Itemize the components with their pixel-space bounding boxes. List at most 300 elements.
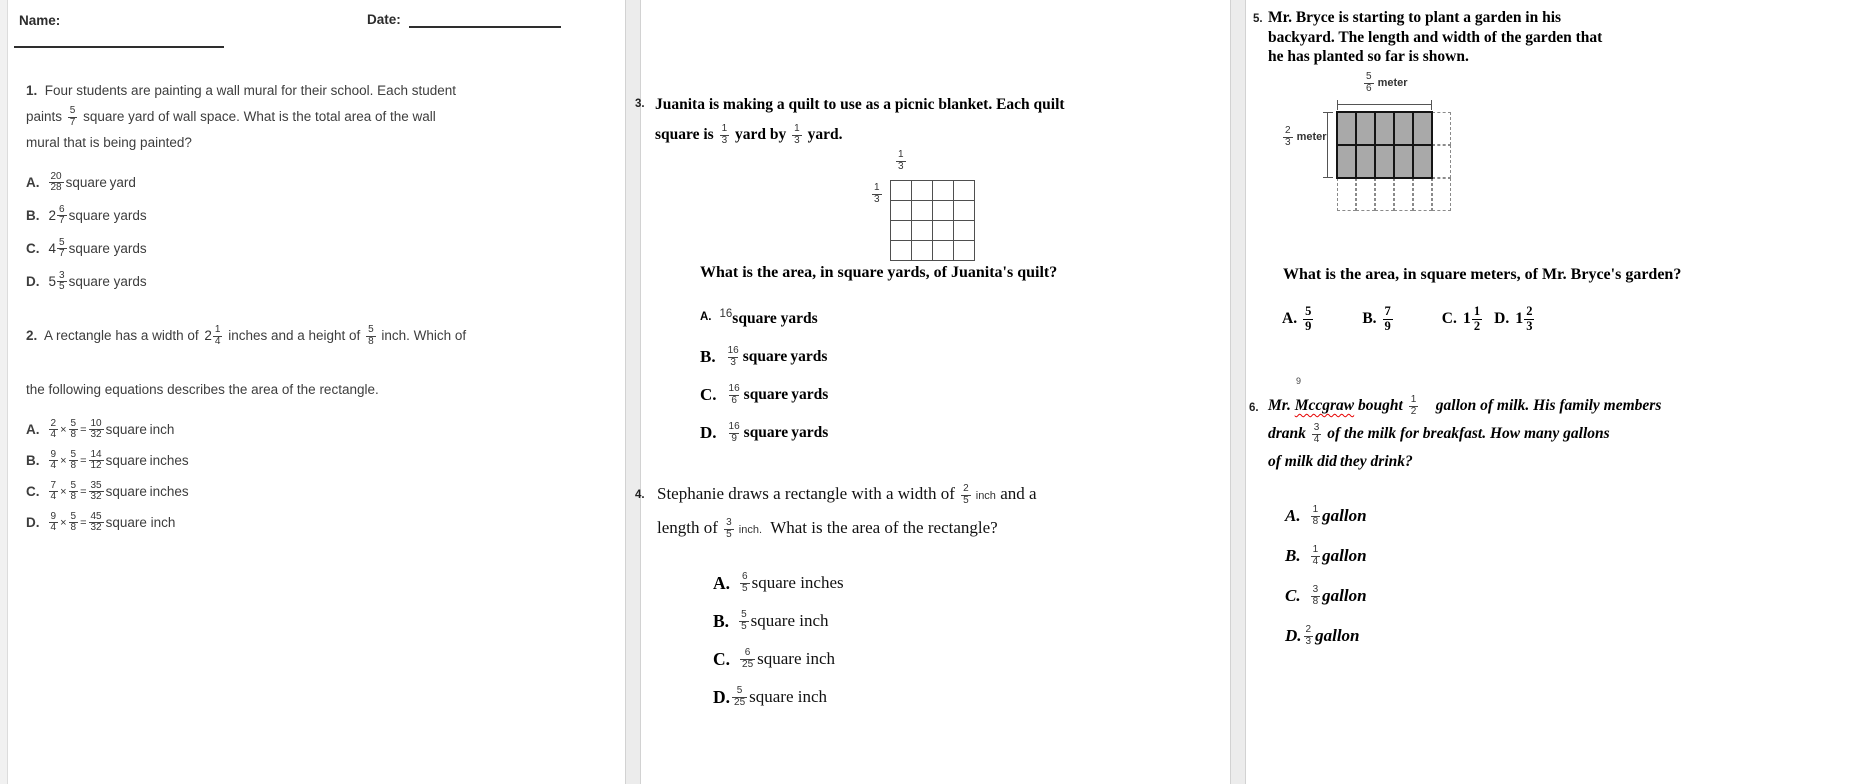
text-run: square inch	[105, 515, 176, 530]
fraction	[720, 124, 730, 146]
fraction-stack	[49, 419, 59, 441]
fraction: $\frac{5}{6}$	[1366, 71, 1372, 94]
option-letter: C.	[26, 241, 40, 256]
denominator: 32	[90, 429, 102, 440]
problem-5-prompt	[1268, 8, 1848, 67]
numerator: 16	[728, 421, 740, 432]
fraction	[1311, 545, 1321, 567]
answer-option	[1285, 496, 1367, 536]
fraction	[726, 346, 741, 368]
problem-4-prompt	[657, 478, 1217, 546]
fraction	[49, 419, 59, 441]
garden-unplanted-cell	[1432, 112, 1451, 145]
garden-planted-cell	[1356, 112, 1375, 145]
denominator: 4	[50, 522, 57, 533]
garden-diagram	[1245, 70, 1525, 220]
garden-planted-cell	[1394, 112, 1413, 145]
quilt-cell	[912, 221, 933, 241]
name-blank-line	[14, 46, 224, 48]
problem-5-question: What is the area, in square meters, of Mr. Bryce's garden?	[1283, 266, 1682, 283]
option-letter: A.	[700, 311, 712, 323]
answer-option	[1285, 576, 1367, 616]
option-letter: B.	[1285, 546, 1301, 565]
option-letter: B.	[26, 208, 40, 223]
text-line	[655, 120, 1215, 150]
option-text	[1301, 305, 1315, 332]
option-letter: D.	[1285, 626, 1302, 645]
quilt-cell	[933, 221, 954, 241]
text-run: 2.	[26, 328, 38, 343]
denominator: 4	[1312, 555, 1319, 567]
numerator: 14	[90, 448, 102, 460]
text-run: he has planted so far is shown.	[1268, 48, 1469, 65]
denominator: 3	[794, 134, 800, 146]
quilt-cell	[912, 241, 933, 261]
answer-option	[700, 414, 828, 452]
text-run: inch. Which of	[377, 328, 467, 343]
numerator: 6	[59, 203, 65, 215]
problem-1-options	[26, 166, 147, 298]
denominator: 4	[1313, 433, 1320, 445]
fraction	[724, 518, 734, 540]
numerator: 35	[90, 479, 102, 491]
whole-number: 4	[48, 241, 57, 256]
option-text	[720, 310, 818, 328]
option-letter: A.	[1282, 310, 1298, 327]
fraction-stack	[732, 686, 747, 708]
denominator: 2	[1410, 405, 1417, 417]
fraction-stack	[961, 484, 971, 506]
fraction	[204, 320, 222, 352]
denominator: 3	[1305, 635, 1312, 647]
problem-6-prompt	[1268, 392, 1848, 476]
option-letter: B.	[26, 453, 40, 468]
fraction-stack	[1409, 395, 1419, 417]
problem-3-question: What is the area, in square yards, of Juanita's quilt?	[700, 264, 1058, 281]
text-run: drank	[1268, 425, 1310, 442]
text-line	[1268, 8, 1848, 28]
denominator: 5	[59, 281, 65, 292]
text-run: ×	[60, 485, 67, 498]
problem-3-options	[700, 300, 828, 452]
fraction-stack	[49, 512, 59, 534]
garden-planted-cell	[1337, 145, 1356, 178]
denominator: 8	[368, 335, 374, 347]
fraction-stack	[69, 419, 79, 441]
garden-width-label	[1362, 72, 1408, 94]
column-divider-1	[625, 0, 641, 784]
fraction-stack	[213, 325, 223, 347]
option-text	[47, 450, 189, 472]
text-run: length of	[657, 518, 723, 537]
option-letter: C.	[26, 484, 40, 499]
quilt-left-label	[870, 183, 884, 205]
text-run: square inch	[757, 649, 836, 668]
denominator: 3	[1526, 318, 1533, 333]
option-text	[1302, 625, 1360, 647]
option-text	[1309, 545, 1367, 567]
text-run: Stephanie draws a rectangle with a width of	[657, 484, 960, 503]
quilt-cell	[954, 221, 975, 241]
text-run: =	[80, 516, 87, 529]
numerator: 5	[59, 236, 65, 248]
answer-option	[26, 507, 189, 538]
fraction-stack	[89, 450, 104, 472]
answer-option	[700, 338, 828, 376]
text-run: square yard	[65, 175, 136, 190]
denominator: 8	[1312, 515, 1319, 527]
option-text	[47, 238, 147, 260]
fraction	[1409, 395, 1419, 417]
denominator: 7	[59, 248, 65, 259]
problem-3-number: 3.	[635, 98, 645, 110]
answer-option	[1282, 302, 1315, 336]
garden-width-measure-line	[1337, 104, 1432, 105]
denominator: 9	[1384, 318, 1391, 333]
text-run: square yards	[68, 274, 147, 289]
fraction-stack	[1311, 505, 1321, 527]
numerator: 1	[1312, 504, 1319, 515]
column-divider-2	[1230, 0, 1246, 784]
text-run: square yards	[743, 386, 829, 403]
quilt-cell	[954, 181, 975, 201]
denominator: 32	[90, 491, 102, 502]
fraction	[792, 124, 802, 146]
fraction	[49, 172, 64, 194]
option-letter: B.	[713, 610, 730, 631]
denominator: 8	[70, 522, 77, 533]
numerator: 7	[50, 479, 57, 491]
denominator: 8	[70, 491, 77, 502]
text-run: ×	[60, 423, 67, 436]
numerator: 3	[59, 269, 65, 281]
fraction-stack	[89, 512, 104, 534]
problem-4-number: 4.	[635, 489, 645, 501]
garden-unplanted-cell	[1337, 178, 1356, 211]
denominator: 2	[1473, 318, 1481, 333]
quilt-cell	[912, 181, 933, 201]
option-text	[724, 346, 828, 368]
text-run: square yards	[732, 310, 818, 327]
problem-2-options	[26, 414, 189, 538]
fraction	[69, 481, 79, 503]
text-run: Mccgraw	[1294, 397, 1355, 414]
numerator: 5	[70, 448, 77, 460]
denominator: 5	[726, 528, 732, 540]
date-label: Date:	[367, 12, 401, 27]
text-run: square inches	[751, 573, 844, 592]
name-label: Name:	[19, 13, 61, 28]
quilt-cell	[933, 241, 954, 261]
garden-unplanted-cell	[1432, 178, 1451, 211]
text-run: Mr. Bryce is starting to plant a garden in his	[1268, 9, 1562, 26]
text-run: yard.	[803, 126, 843, 143]
option-text	[47, 512, 176, 534]
fraction-stack	[49, 172, 64, 194]
option-letter: D.	[1494, 310, 1510, 327]
option-text	[738, 648, 835, 670]
numerator: 6	[742, 571, 748, 582]
whole-number: 1	[1515, 310, 1524, 327]
numerator: 20	[50, 170, 62, 182]
whole-number: 1	[1462, 310, 1471, 327]
fraction-stack	[726, 346, 741, 368]
answer-option	[1362, 302, 1394, 336]
answer-option	[700, 300, 828, 338]
fraction	[1383, 305, 1393, 332]
problem-2-prompt	[26, 320, 556, 406]
quilt-cell	[891, 181, 912, 201]
numerator: 1	[794, 123, 800, 135]
fraction	[69, 419, 79, 441]
problem-5-options	[1282, 302, 1536, 336]
answer-option	[713, 564, 844, 602]
garden-unplanted-cell	[1394, 178, 1413, 211]
fraction	[1303, 305, 1313, 332]
option-letter: A.	[713, 572, 731, 593]
numerator: 5	[1305, 304, 1312, 319]
text-line	[1268, 392, 1848, 420]
quilt-cell	[954, 201, 975, 221]
text-run: inches and a height of	[224, 328, 365, 343]
text-run: square yards	[68, 208, 147, 223]
fraction-stack	[720, 124, 730, 146]
answer-option	[26, 476, 189, 507]
option-letter: D.	[26, 515, 40, 530]
fraction-stack	[740, 572, 750, 594]
text-line	[1268, 420, 1848, 448]
fraction-stack	[1524, 305, 1534, 332]
numerator: 7	[1384, 304, 1391, 319]
whole-number: 5	[48, 274, 57, 289]
problem-4-options	[713, 564, 844, 716]
text-run: gallon	[1322, 506, 1367, 525]
answer-option	[1285, 536, 1367, 576]
fraction	[49, 271, 67, 293]
fraction	[727, 384, 742, 406]
denominator: 8	[70, 429, 77, 440]
text-run: A rectangle has a width of	[37, 328, 203, 343]
garden-height-label	[1281, 126, 1327, 148]
quilt-cell	[891, 221, 912, 241]
option-letter: C.	[1441, 310, 1457, 327]
fraction	[68, 106, 78, 128]
quilt-cell	[912, 201, 933, 221]
denominator: 7	[69, 116, 76, 128]
text-run: of the milk for breakfast. How many gallons	[1323, 425, 1610, 442]
text-line	[655, 90, 1215, 120]
denominator: 25	[734, 696, 746, 708]
denominator: 4	[50, 491, 57, 502]
fraction	[89, 512, 104, 534]
text-run: ×	[60, 454, 67, 467]
fraction	[727, 422, 742, 444]
text-run: of milk did they drink?	[1268, 453, 1413, 470]
option-text	[1309, 505, 1367, 527]
garden-planted-cell	[1375, 112, 1394, 145]
fraction-stack	[69, 450, 79, 472]
text-line	[657, 512, 1217, 546]
option-text	[47, 271, 147, 293]
garden-height-unit: meter	[1296, 131, 1327, 143]
numerator: 2	[1526, 304, 1533, 319]
text-run: the following equations describes the area of the rectangle.	[26, 382, 379, 398]
problem-6-number: 6.	[1249, 402, 1259, 414]
text-run: paints	[26, 109, 66, 124]
fraction-stack	[1311, 545, 1321, 567]
fraction-stack	[57, 271, 67, 293]
text-run: square yard of wall space. What is the total area of the wall	[79, 109, 436, 124]
fraction-stack	[49, 481, 59, 503]
denominator: 6	[731, 394, 737, 406]
option-letter: A.	[26, 422, 40, 437]
text-line	[26, 104, 538, 130]
whole-number: 2	[204, 328, 212, 344]
text-run: square yards	[742, 348, 828, 365]
text-line	[657, 478, 1217, 512]
option-letter: D.	[26, 274, 40, 289]
fraction	[961, 484, 971, 506]
quilt-cell	[891, 201, 912, 221]
option-text	[47, 419, 175, 441]
text-run: 16	[719, 308, 733, 320]
fraction	[1304, 625, 1314, 647]
option-text	[737, 610, 828, 632]
text-run: square inches	[105, 453, 189, 468]
garden-planted-cell	[1413, 145, 1432, 178]
fraction	[1311, 505, 1321, 527]
garden-unplanted-cell	[1413, 178, 1432, 211]
numerator: 3	[1313, 422, 1320, 434]
denominator: 5	[963, 494, 969, 506]
garden-planted-cell	[1356, 145, 1375, 178]
numerator: 2	[963, 483, 969, 495]
text-run: square inch	[750, 611, 829, 630]
numerator: 9	[50, 510, 57, 522]
quilt-top-label	[894, 150, 908, 172]
denominator: 5	[741, 620, 747, 632]
garden-height-measure-line	[1327, 112, 1328, 178]
numerator: 2	[1305, 624, 1312, 635]
text-run: gallon	[1315, 626, 1360, 645]
fraction-stack	[49, 450, 59, 472]
denominator: 32	[90, 522, 102, 533]
answer-option	[26, 232, 147, 265]
answer-option	[26, 199, 147, 232]
text-run: ×	[60, 516, 67, 529]
answer-option	[713, 640, 844, 678]
denominator: 3	[721, 134, 728, 146]
text-run: square inches	[105, 484, 189, 499]
numerator: 3	[726, 517, 732, 529]
option-text	[47, 205, 147, 227]
fraction-stack	[1383, 305, 1393, 332]
answer-option	[1285, 616, 1367, 656]
answer-option	[1442, 302, 1484, 336]
option-text	[725, 384, 829, 406]
text-run: inch	[972, 490, 996, 502]
fraction: $\frac{2}{3}$	[1285, 125, 1291, 148]
numerator: 1	[214, 324, 221, 336]
fraction-stack	[1304, 625, 1314, 647]
fraction: $\frac{1}{3}$	[898, 149, 904, 172]
numerator: 16	[728, 383, 740, 394]
fraction	[49, 238, 67, 260]
fraction	[89, 481, 104, 503]
text-run: =	[80, 423, 87, 436]
numerator: 5	[736, 685, 743, 696]
text-run: mural that is being painted?	[26, 135, 192, 150]
fraction	[740, 572, 750, 594]
problem-5-number: 5.	[1253, 13, 1263, 25]
date-blank-line	[409, 26, 561, 28]
fraction	[89, 450, 104, 472]
text-line	[26, 130, 538, 156]
denominator: 9	[731, 432, 737, 444]
text-run: square yards	[68, 241, 147, 256]
fraction-stack	[1311, 585, 1321, 607]
denominator: 28	[50, 182, 62, 193]
text-run: What is the area of the rectangle?	[762, 518, 998, 537]
fraction-stack	[724, 518, 734, 540]
fraction-stack	[89, 481, 104, 503]
garden-planted-cell	[1337, 112, 1356, 145]
denominator: 4	[50, 460, 57, 471]
answer-option	[26, 445, 189, 476]
option-text	[1461, 305, 1484, 332]
numerator: 2	[50, 417, 57, 429]
fraction	[739, 610, 749, 632]
fraction	[49, 481, 59, 503]
text-run: gallon of milk. His family members	[1420, 397, 1662, 414]
answer-option	[700, 376, 828, 414]
numerator: 5	[70, 479, 77, 491]
option-text	[47, 172, 136, 194]
answer-option	[26, 265, 147, 298]
fraction	[732, 686, 747, 708]
numerator: 1	[721, 123, 728, 135]
option-text	[1513, 305, 1536, 332]
quilt-cell	[954, 241, 975, 261]
fraction-stack	[1312, 423, 1322, 445]
garden-unplanted-cell	[1432, 145, 1451, 178]
option-letter: B.	[1362, 310, 1377, 327]
garden-planted-cell	[1413, 112, 1432, 145]
fraction-stack	[727, 422, 742, 444]
fraction	[89, 419, 104, 441]
denominator: 4	[50, 429, 57, 440]
denominator: 12	[90, 460, 102, 471]
denominator: 9	[1305, 318, 1312, 333]
option-text	[738, 572, 844, 594]
text-run: =	[80, 454, 87, 467]
text-run: gallon	[1322, 586, 1367, 605]
fraction	[740, 648, 755, 670]
fraction-stack	[69, 512, 79, 534]
fraction	[49, 512, 59, 534]
problem-3-prompt	[655, 90, 1215, 150]
text-run: inch.	[735, 524, 763, 536]
numerator: 1	[1473, 304, 1481, 319]
quilt-cell	[891, 241, 912, 261]
fraction	[1312, 423, 1322, 445]
fraction	[1311, 585, 1321, 607]
text-run: =	[80, 485, 87, 498]
numerator: 5	[368, 324, 374, 336]
quilt-grid	[890, 180, 975, 261]
fraction	[1515, 305, 1534, 332]
problem-6-options	[1285, 496, 1367, 656]
